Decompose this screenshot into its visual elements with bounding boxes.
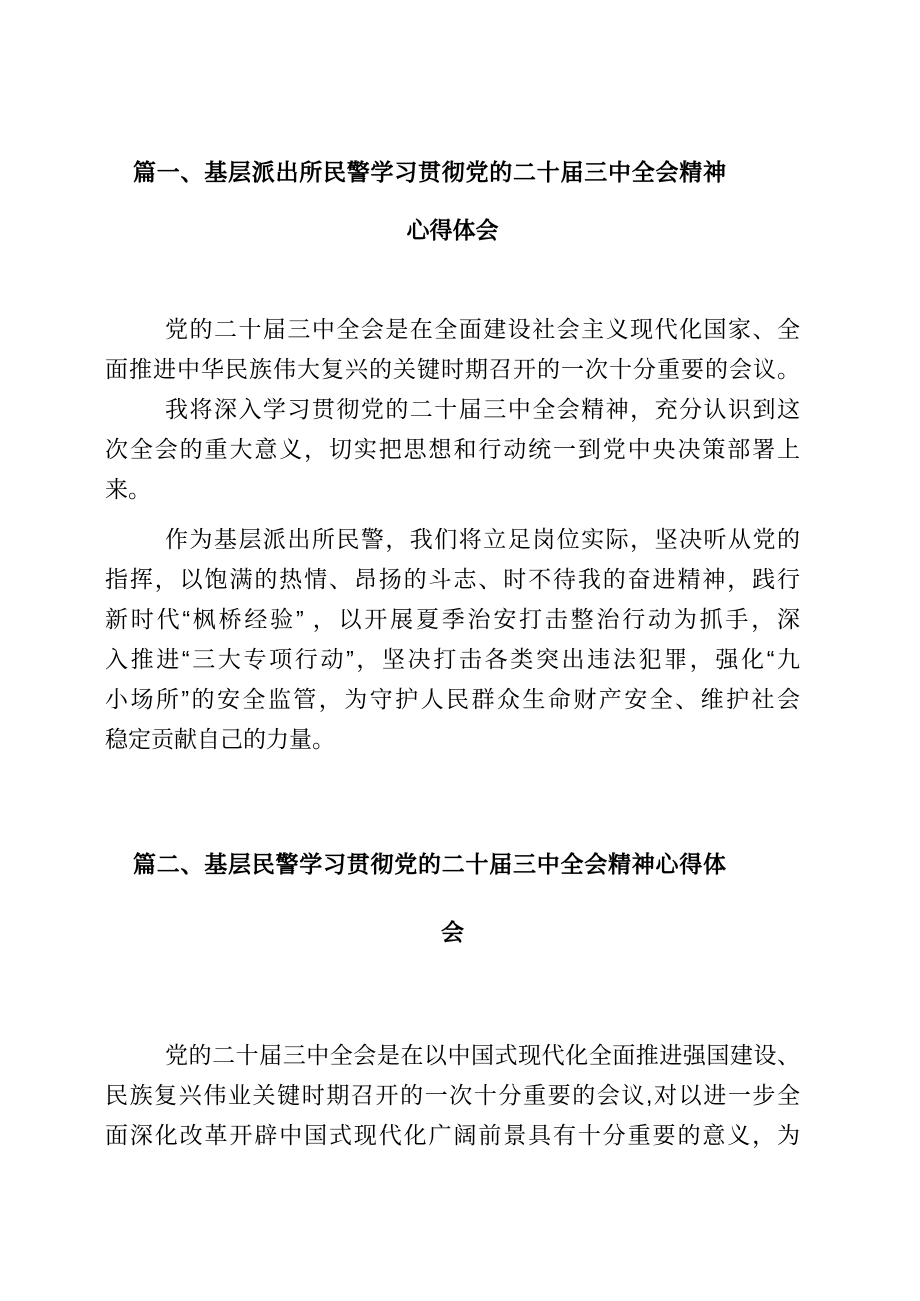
body-line: 次全会的重大意义，切实把思想和行动统一到党中央决策部署上 xyxy=(105,436,800,462)
heading-line: 篇二、基层民警学习贯彻党的二十届三中全会精神心得体 xyxy=(133,851,726,877)
body-line: 面深化改革开辟中国式现代化广阔前景具有十分重要的意义，为 xyxy=(105,1122,800,1148)
body-line: 稳定贡献自己的力量。 xyxy=(105,726,335,752)
body-line: 作为基层派出所民警，我们将立足岗位实际，坚决听从党的 xyxy=(165,526,800,552)
heading-line: 心得体会 xyxy=(406,217,499,243)
body-line: 党的二十届三中全会是在全面建设社会主义现代化国家、全 xyxy=(165,316,800,342)
body-line: 新时代“枫桥经验” ，以开展夏季治安打击整治行动为抓手，深 xyxy=(105,606,800,632)
document-content xyxy=(105,143,800,1155)
section-heading-2 xyxy=(105,830,800,966)
section-paragraph-1 xyxy=(105,309,800,389)
body-line: 小场所”的安全监管，为守护人民群众生命财产安全、维护社会 xyxy=(105,686,800,712)
heading-line: 会 xyxy=(441,919,464,945)
body-line: 入推进“三大专项行动”，坚决打击各类突出违法犯罪，强化“九 xyxy=(105,646,800,672)
body-line: 来。 xyxy=(105,476,151,502)
section-paragraph-2 xyxy=(105,389,800,509)
body-line: 面推进中华民族伟大复兴的关键时期召开的一次十分重要的会议。 xyxy=(105,356,800,382)
body-line: 我将深入学习贯彻党的二十届三中全会精神，充分认识到这 xyxy=(165,396,800,422)
body-line: 党的二十届三中全会是在以中国式现代化全面推进强国建设、 xyxy=(165,1042,800,1068)
body-line: 指挥，以饱满的热情、昂扬的斗志、时不待我的奋进精神，践行 xyxy=(105,566,800,592)
section-heading-1 xyxy=(105,143,800,259)
heading-line: 篇一、基层派出所民警学习贯彻党的二十届三中全会精神 xyxy=(133,159,726,185)
section-paragraph-4 xyxy=(105,1035,800,1155)
section-paragraph-3 xyxy=(105,519,800,759)
body-line: 民族复兴伟业关键时期召开的一次十分重要的会议,对以进一步全 xyxy=(105,1082,800,1108)
